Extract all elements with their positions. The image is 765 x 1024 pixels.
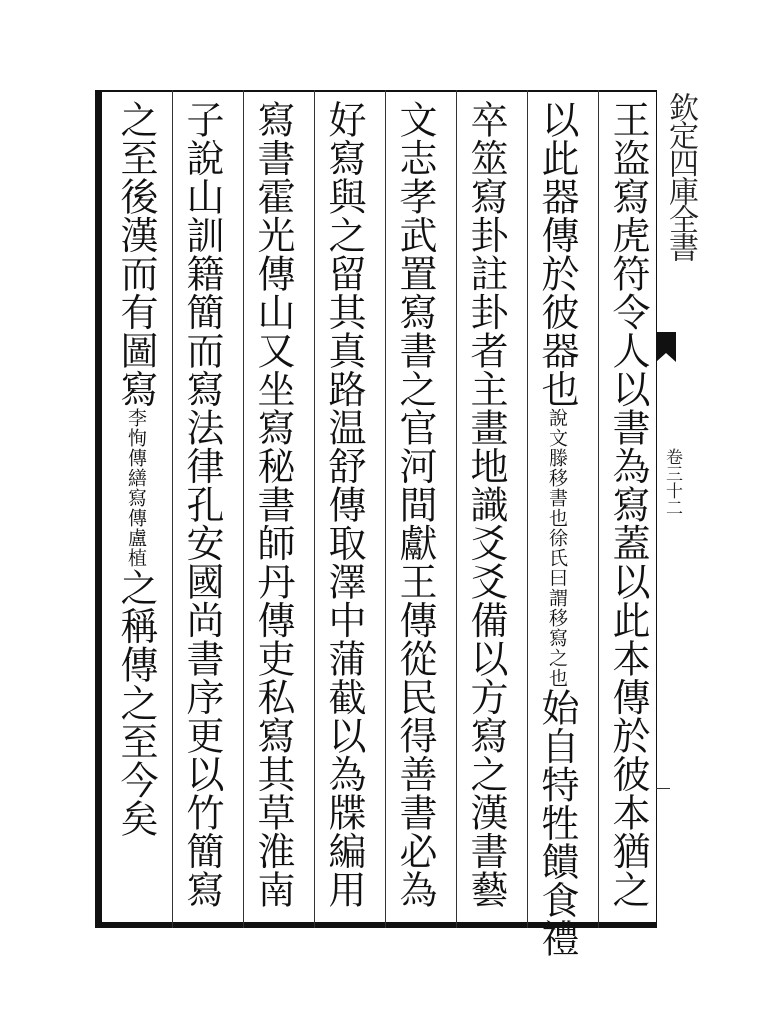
text-column-3 bbox=[462, 100, 510, 909]
annotation-left-2: 盧植 bbox=[125, 528, 147, 568]
column-rule bbox=[172, 90, 173, 928]
annotation-left: 氏曰謂移寫之也 bbox=[546, 548, 568, 688]
column-text: 子說山訓籍簡而寫法律孔安國尚書序更以竹簡寫 bbox=[180, 100, 224, 909]
annotation-right: 李恂 bbox=[125, 408, 147, 448]
column-rule bbox=[598, 90, 599, 928]
column-text: 王盗寫虎符令人以書為寫蓋以此本傳於彼本猶之 bbox=[606, 100, 650, 909]
book-title: 欽定四庫全書 bbox=[663, 92, 698, 260]
column-text: 之至後漢而有圖寫 bbox=[114, 100, 158, 408]
column-rule bbox=[243, 90, 244, 928]
column-rule bbox=[456, 90, 457, 928]
margin-rule bbox=[656, 788, 670, 789]
volume-label: 卷三十二 bbox=[662, 448, 682, 516]
annotation-right-2: 繕寫傳 bbox=[125, 468, 147, 528]
column-rule bbox=[314, 90, 315, 928]
column-text: 寫書霍光傳山又坐寫秘書師丹傳吏私寫其草淮南 bbox=[251, 100, 295, 909]
text-column-5 bbox=[320, 100, 368, 909]
column-rule bbox=[385, 90, 386, 928]
frame-right-edge bbox=[656, 90, 657, 928]
text-column-1 bbox=[604, 100, 652, 909]
column-text-after: 始自特牲饋食禮 bbox=[535, 688, 579, 958]
column-rule bbox=[527, 90, 528, 928]
fishtail-mark-icon bbox=[656, 332, 676, 362]
text-column-6 bbox=[249, 100, 297, 909]
column-text: 文志孝武置寫書之官河間獻王傳從民得善書必為 bbox=[393, 100, 437, 909]
annotation-note bbox=[546, 408, 568, 688]
column-text: 好寫與之留其真路温舒傳取澤中蒲截以為牒編用 bbox=[322, 100, 366, 909]
annotation-left: 傳 bbox=[125, 448, 147, 468]
column-text-after: 之稱傳之至今矣 bbox=[114, 568, 158, 838]
column-text: 以此器傳於彼器也 bbox=[535, 100, 579, 408]
annotation-tail: 徐 bbox=[546, 528, 568, 548]
annotation-right: 說文滕移書也 bbox=[546, 408, 568, 528]
text-column-2 bbox=[533, 100, 581, 958]
text-column-7 bbox=[178, 100, 226, 909]
column-text: 卒筮寫卦註卦者主畫地識爻爻備以方寫之漢書藝 bbox=[464, 100, 508, 909]
text-column-4 bbox=[391, 100, 439, 909]
text-column-8 bbox=[112, 100, 160, 838]
